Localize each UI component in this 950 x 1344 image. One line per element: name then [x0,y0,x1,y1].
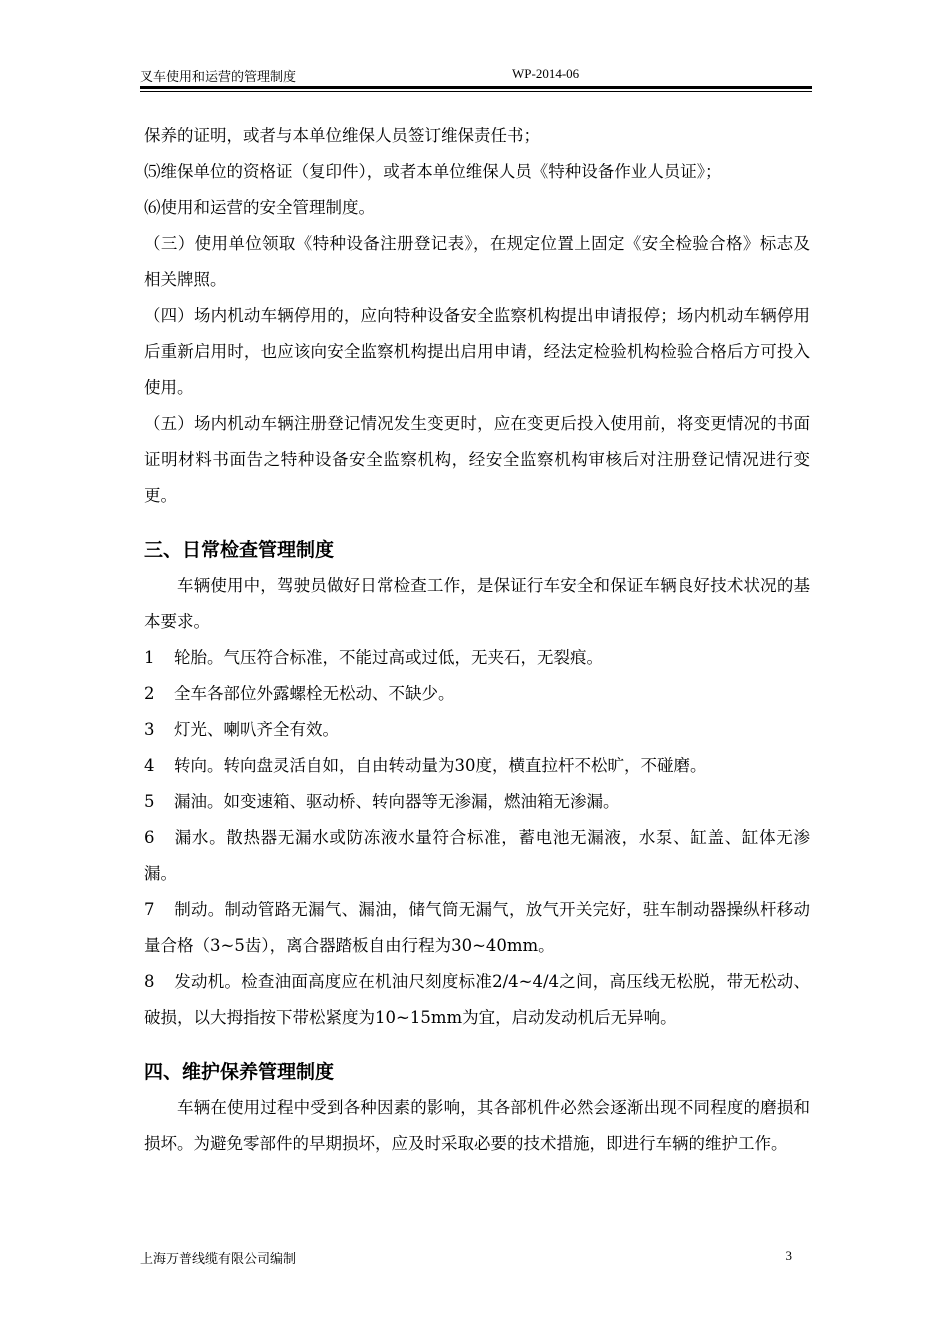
document-body [144,118,810,1162]
paragraph: （四）场内机动车辆停用的，应向特种设备安全监察机构提出申请报停；场内机动车辆停用后重新启用时，也应该向安全监察机构提出启用申请，经法定检验机构检验合格后方可投入使用。 [144,306,810,397]
item-number: 2 [144,684,155,703]
paragraph: 保养的证明，或者与本单位维保人员签订维保责任书； [144,126,540,145]
item-text: 发动机。检查油面高度应在机油尺刻度标准2/4~4/4之间，高压线无松脱，带无松动、破损，以大拇指按下带松紧度为10~15mm为宜，启动发动机后无异响。 [144,972,810,1027]
item-text: 全车各部位外露螺栓无松动、不缺少。 [174,684,455,703]
list-item [144,964,810,1036]
item-text: 转向。转向盘灵活自如，自由转动量为30度，横直拉杆不松旷，不碰磨。 [174,756,707,775]
item-number: 1 [144,648,155,667]
item-number: 7 [144,900,155,919]
item-number: 5 [144,792,155,811]
header-rule-thick [140,86,812,89]
header-rule-thin [140,91,812,92]
header-doc-code: WP-2014-06 [512,66,580,81]
paragraph: （三）使用单位领取《特种设备注册登记表》，在规定位置上固定《安全检验合格》标志及相关牌照。 [144,234,810,289]
section-heading-daily-inspection: 三、日常检查管理制度 [144,539,335,561]
footer-company: 上海万普线缆有限公司编制 [140,1251,297,1266]
section-lead: 车辆使用中，驾驶员做好日常检查工作，是保证行车安全和保证车辆良好技术状况的基本要求。 [144,576,810,631]
list-item [144,712,810,748]
item-text: 制动。制动管路无漏气、漏油，储气筒无漏气，放气开关完好，驻车制动器操纵杆移动量合格（3~5齿），离合器踏板自由行程为30~40mm。 [144,900,810,955]
item-text: 灯光、喇叭齐全有效。 [174,720,339,739]
item-number: 4 [144,756,155,775]
item-number: 6 [144,828,155,847]
list-item [144,892,810,964]
section-lead: 车辆在使用过程中受到各种因素的影响，其各部机件必然会逐渐出现不同程度的磨损和损坏。为避免零部件的早期损坏，应及时采取必要的技术措施，即进行车辆的维护工作。 [144,1098,810,1153]
section-heading-maintenance: 四、维护保养管理制度 [144,1061,335,1083]
list-item [144,784,810,820]
page-header [140,64,812,88]
section-gap [144,514,810,532]
section-gap [144,1036,810,1054]
list-item [144,748,810,784]
list-item [144,820,810,892]
item-text: 漏水。散热器无漏水或防冻液水量符合标准，蓄电池无漏液，水泵、缸盖、缸体无渗漏。 [144,828,810,883]
item-text: 漏油。如变速箱、驱动桥、转向器等无渗漏，燃油箱无渗漏。 [174,792,620,811]
item-number: 3 [144,720,155,739]
paragraph: ⑹使用和运营的安全管理制度。 [144,198,375,217]
list-item [144,676,810,712]
paragraph: ⑸维保单位的资格证（复印件），或者本单位维保人员《特种设备作业人员证》； [144,162,722,181]
item-text: 轮胎。气压符合标准，不能过高或过低，无夹石，无裂痕。 [174,648,603,667]
item-number: 8 [144,972,155,991]
paragraph: （五）场内机动车辆注册登记情况发生变更时，应在变更后投入使用前，将变更情况的书面证明材料书面告之特种设备安全监察机构，经安全监察机构审核后对注册登记情况进行变更。 [144,414,810,505]
page-footer [140,1248,812,1268]
list-item [144,640,810,676]
header-title: 叉车使用和运营的管理制度 [140,69,297,84]
page-number: 3 [785,1248,792,1263]
